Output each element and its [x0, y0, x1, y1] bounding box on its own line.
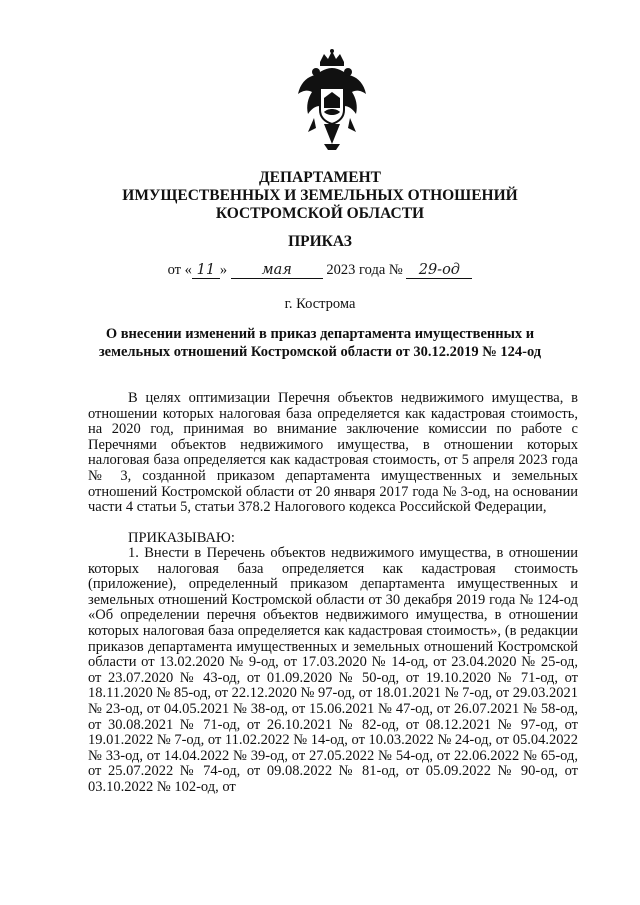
orders-heading: ПРИКАЗЫВАЮ: [128, 530, 235, 546]
department-line-1: ДЕПАРТАМЕНТ [258, 169, 382, 186]
order-year: 2023 года № [326, 262, 403, 278]
preamble-paragraph: В целях оптимизации Перечня объектов недвижимого имущества, в отношении которых налоговая база определяется как кадастровая стоимость, на 2020 год, принимая во внимание заключение комиссии по работе с Перечнями объектов недвижимого имущества, в отношении которых налоговая база определяется как кадастровая стоимость, от 5 апреля 2023 года № 3, созданной приказом департамента имущественных и земельных отношений Костромской области от 20 января 2017 года № 3-од, на основании части 4 статьи 5, статьи 378.2 Налогового кодекса Российской Федерации, [88, 390, 578, 516]
order-mid: » [219, 262, 228, 278]
coat-of-arms-icon [294, 48, 370, 152]
document-type: ПРИКАЗ [288, 233, 352, 250]
order-item-1: 1. Внести в Перечень объектов недвижимого имущества, в отношении которых налоговая база определяется как кадастровая стоимость (приложение), определенный приказом департамента имущественных и земельных отношений Костромской области от 30 декабря 2019 года № 124-од «Об определении перечня объектов недвижимого имущества, в отношении которых налоговая база определяется как кадастровая стоимость», (в редакции приказов департамента имущественных и земельных отношений Костромской области от 13.02.2020 № 9-од, от 17.03.2020 № 14-од, от 23.04.2020 № 25-од, от 23.07.2020 № 43-од, от 01.09.2020 № 50-од, от 19.10.2020 № 71-од, от 18.11.2020 № 85-од, от 22.12.2020 № 97-од, от 18.01.2021 № 7-од, от 29.03.2021 № 23-од, от 04.05.2021 № 38-од, от 15.06.2021 № 47-од, от 26.07.2021 № 58-од, от 30.08.2021 № 71-од, от 26.10.2021 № 82-од, от 08.12.2021 № 97-од, от 19.01.2022 № 7-од, от 11.02.2022 № 14-од, от 10.03.2022 № 24-од, от 05.04.2022 № 33-од, от 14.04.2022 № 39-од, от 27.05.2022 № 54-од, от 22.06.2022 № 65-од, от 25.07.2022 № 74-од, от 09.08.2022 № 81-од, от 05.09.2022 № 90-од, от 03.10.2022 № 102-од, от [88, 545, 578, 795]
subject-line-2: земельных отношений Костромской области от 30.12.2019 № 124-од [98, 344, 542, 360]
department-header [0, 169, 640, 223]
order-number: 29-од [406, 262, 472, 279]
order-day: 11 [192, 262, 220, 279]
order-prefix: от « [167, 262, 192, 278]
subject-line-1: О внесении изменений в приказ департамента имущественных и [105, 326, 535, 342]
order-date-number [0, 262, 640, 279]
city-line: г. Кострома [284, 296, 356, 312]
department-line-2: ИМУЩЕСТВЕННЫХ И ЗЕМЕЛЬНЫХ ОТНОШЕНИЙ [122, 187, 518, 204]
order-subject [0, 325, 640, 361]
department-line-3: КОСТРОМСКОЙ ОБЛАСТИ [215, 205, 425, 222]
order-month: мая [231, 262, 323, 279]
